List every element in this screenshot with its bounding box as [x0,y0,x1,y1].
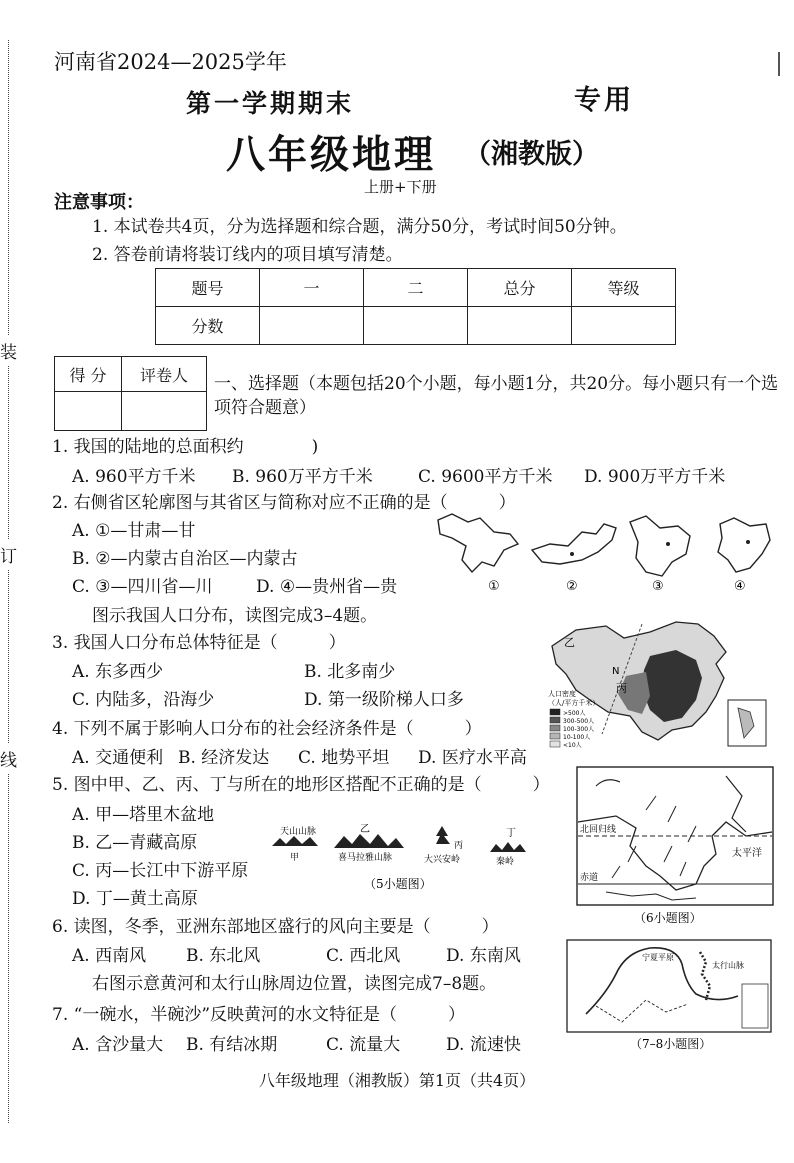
q4-option-d[interactable]: D. 医疗水平高 [418,748,527,768]
q3-stem: 3. 我国人口分布总体特征是（ ） [52,633,346,653]
score-table [155,268,676,345]
wind-figure [576,766,774,928]
binding-line [8,40,9,1123]
q1-option-a[interactable]: A. 960平方千米 [72,467,196,487]
legend-label: >500人 [563,710,586,717]
edition-label: （湘教版） [464,139,599,170]
legend-swatch [550,741,560,747]
q7-option-b[interactable]: B. 有结冰期 [186,1035,278,1055]
legend-label: <10人 [563,742,582,749]
page-footer: 八年级地理（湘教版）第1页（共4页） [258,1071,536,1090]
wind-caption: （6小题图） [634,911,702,925]
intro-3-4: 图示我国人口分布，读图完成3–4题。 [92,606,378,626]
wind-label-equator: 赤道 [580,873,599,883]
q5-option-d[interactable]: D. 丁—黄土高原 [72,889,198,909]
term-title: 第一学期期末 [186,89,355,118]
q4-option-c[interactable]: C. 地势平坦 [298,748,390,768]
q7-option-a[interactable]: A. 含沙量大 [72,1035,164,1055]
q1-option-b[interactable]: B. 960万平方千米 [232,467,373,487]
q2-option-d[interactable]: D. ④—贵州省—贵 [256,577,398,597]
q6-option-d[interactable]: D. 东南风 [446,946,521,966]
province-outline-gansu [438,514,518,572]
q5-option-b[interactable]: B. 乙—青藏高原 [72,833,198,853]
province-year: 河南省2024—2025学年 [54,50,287,74]
section-heading-line2: 项符合题意） [214,398,316,418]
q3-option-b[interactable]: B. 北多南少 [304,662,396,682]
grader-score-label: 得 分 [55,357,122,392]
mountain-label-yi: 乙 [360,824,370,835]
q1-option-d[interactable]: D. 900万平方千米 [584,467,726,487]
legend-label: 100-300人 [563,726,595,733]
map-label-bing: 丙 [616,682,627,695]
score-header: 二 [364,269,468,307]
mountain-label-qinling: 秦岭 [496,857,515,867]
notice-item-2: 2. 答卷前请将装订线内的项目填写清楚。 [92,245,403,265]
province-outlines-figure [432,510,774,596]
section-heading [214,372,780,420]
score-cell[interactable] [260,307,364,345]
mountains-caption: （5小题图） [364,877,432,891]
q2-option-c[interactable]: C. ③—四川省—川 [72,577,213,597]
q5-option-a[interactable]: A. 甲—塔里木盆地 [72,805,215,825]
q7-option-d[interactable]: D. 流速快 [446,1035,521,1055]
legend-label: 300-500人 [563,718,595,725]
grader-name-label: 评卷人 [122,357,207,392]
q6-option-c[interactable]: C. 西北风 [326,946,401,966]
province-outline-sichuan [630,516,690,576]
population-map [546,616,770,750]
score-header: 一 [260,269,364,307]
q6-option-b[interactable]: B. 东北风 [186,946,261,966]
score-row-label: 分数 [156,307,260,345]
score-header: 题号 [156,269,260,307]
population-legend [550,709,594,749]
q6-stem: 6. 读图，冬季，亚洲东部地区盛行的风向主要是（ ） [52,917,499,937]
river-label-ningxia: 宁夏平原 [642,953,674,962]
map-label-yi: 乙 [564,636,575,649]
q6-option-a[interactable]: A. 西南风 [72,946,147,966]
river-label-taihang: 太行山脉 [712,961,744,970]
q5-stem: 5. 图中甲、乙、丙、丁与所在的地形区搭配不正确的是（ ） [52,775,550,795]
legend-label: 10-100人 [563,734,591,741]
province-label-4: ④ [734,579,746,594]
grader-name-cell[interactable] [122,392,207,431]
grader-score-cell[interactable] [55,392,122,431]
q2-stem: 2. 右侧省区轮廓图与其省区与简称对应不正确的是（ ） [52,493,516,513]
wind-label-pacific: 太平洋 [732,848,762,859]
q4-stem: 4. 下列不属于影响人口分布的社会经济条件是（ ） [52,719,482,739]
score-cell[interactable] [468,307,572,345]
score-cell[interactable] [364,307,468,345]
q3-option-d[interactable]: D. 第一级阶梯人口多 [304,690,464,710]
legend-unit: （人/平方千米） [548,699,600,707]
province-outline-guizhou [718,518,770,572]
map-label-n: N [612,666,620,677]
q3-option-a[interactable]: A. 东多西少 [72,662,164,682]
grader-box [54,356,207,431]
q5-option-c[interactable]: C. 丙—长江中下游平原 [72,861,249,881]
mountain-label-himalaya: 喜马拉雅山脉 [338,853,393,863]
mountain-label-bing: 丙 [454,841,464,851]
score-header: 等级 [572,269,676,307]
exam-title: 八年级地理 [226,132,437,178]
edge-mark [778,52,780,76]
binding-char-xian: 线 [0,744,17,773]
notice-item-1: 1. 本试卷共4页，分为选择题和综合题，满分50分，考试时间50分钟。 [92,217,627,237]
legend-swatch [550,733,560,739]
q2-option-b[interactable]: B. ②—内蒙古自治区—内蒙古 [72,549,298,569]
q3-option-c[interactable]: C. 内陆多，沿海少 [72,690,215,710]
q4-option-b[interactable]: B. 经济发达 [178,748,270,768]
intro-7-8: 右图示意黄河和太行山脉周边位置，读图完成7–8题。 [92,974,497,994]
mountain-label-tianshan: 天山山脉 [280,827,317,837]
river-figure [566,934,774,1056]
binding-char-ding: 订 [0,540,17,569]
province-outline-nmg [532,524,616,564]
q1-stem: 1. 我国的陆地的总面积约 ) [52,437,319,457]
q1-option-c[interactable]: C. 9600平方千米 [418,467,553,487]
province-label-3: ③ [652,579,664,594]
q2-option-a[interactable]: A. ①—甘肃—甘 [72,521,196,541]
q4-option-a[interactable]: A. 交通便利 [72,748,164,768]
river-caption: （7–8小题图） [630,1037,712,1051]
section-heading-line1: 一、选择题（本题包括20个小题，每小题1分，共20分。每小题只有一个选 [214,374,779,394]
mountain-label-ding: 丁 [506,828,516,839]
wind-label-tropic: 北回归线 [580,825,617,835]
mountains-figure [268,822,530,894]
legend-title: 人口密度 [548,690,576,698]
mountain-label-jia: 甲 [290,853,300,863]
legend-swatch [550,717,560,723]
notice-heading: 注意事项： [54,192,144,213]
q7-stem: 7. “一碗水，半碗沙”反映黄河的水文特征是（ ） [52,1005,466,1025]
legend-swatch [550,725,560,731]
score-header: 总分 [468,269,572,307]
q7-option-c[interactable]: C. 流量大 [326,1035,401,1055]
score-cell[interactable] [572,307,676,345]
legend-swatch [550,709,560,715]
mountain-label-daxinganling: 大兴安岭 [424,855,461,865]
volume-label: 上册+下册 [364,178,437,196]
binding-char-zhuang: 装 [0,336,17,365]
special-label: 专用 [574,85,634,116]
province-label-1: ① [488,579,500,594]
province-label-2: ② [566,579,578,594]
